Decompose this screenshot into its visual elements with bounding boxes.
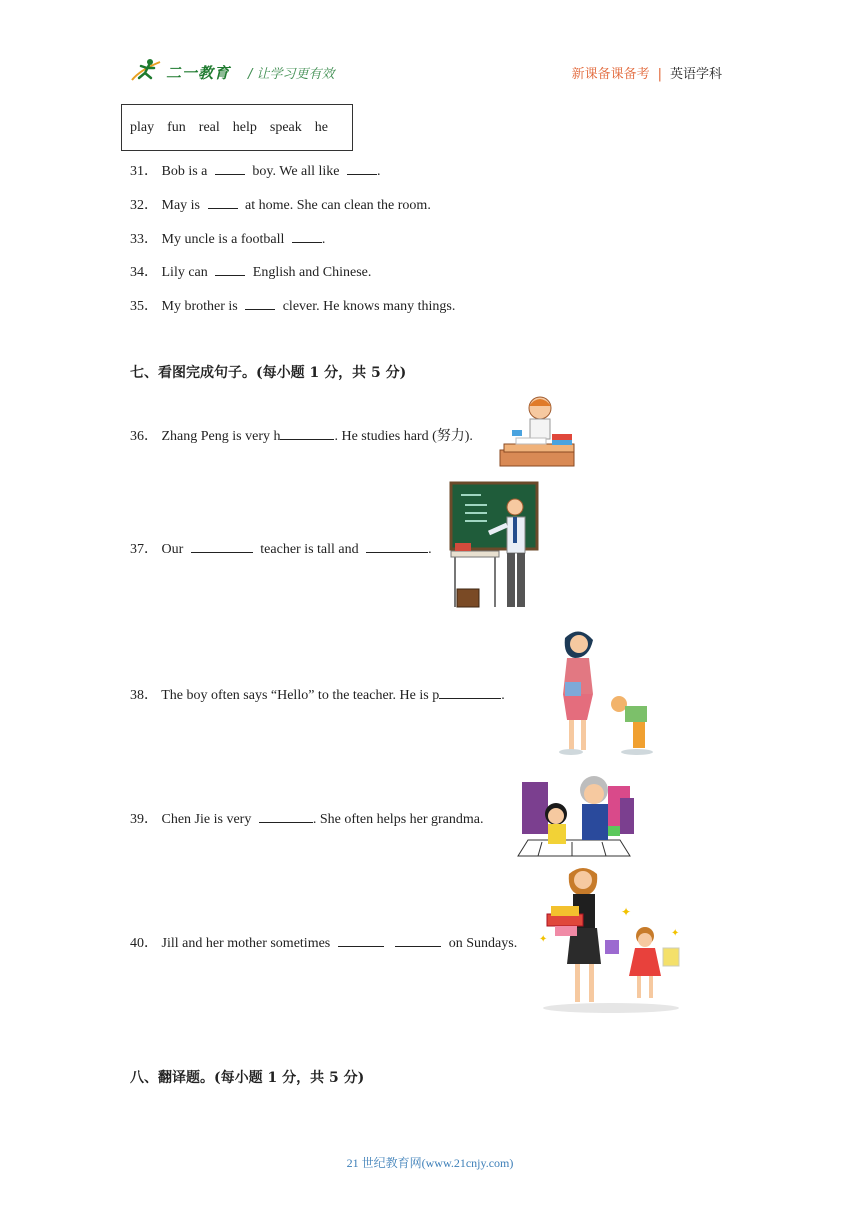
question-text: boy. We all like (252, 164, 340, 179)
logo-text: 二一教育 (166, 64, 231, 82)
question-number: 33． (130, 232, 158, 247)
question-number: 40． (130, 936, 158, 951)
logo (130, 56, 240, 88)
question-text: My brother is (161, 299, 238, 314)
question-text: My uncle is a football (161, 232, 285, 247)
question-number: 34． (130, 265, 158, 280)
word-bank-item: play (130, 119, 155, 135)
question-40 (130, 932, 517, 952)
svg-text:✦: ✦ (671, 928, 680, 939)
question-number: 38． (130, 688, 158, 703)
question-number: 31． (130, 164, 158, 179)
word-bank-item: fun (167, 119, 186, 135)
question-text: . (321, 232, 326, 247)
word-bank-item: he (314, 119, 328, 135)
header-subject (572, 63, 722, 82)
question-35 (130, 295, 455, 315)
question-number: 35． (130, 299, 158, 314)
question-number: 39． (130, 812, 158, 827)
answer-blank[interactable] (292, 231, 322, 243)
answer-blank[interactable] (338, 935, 384, 947)
answer-blank[interactable] (439, 687, 501, 699)
word-bank-item: help (232, 119, 257, 135)
answer-blank[interactable] (347, 163, 377, 175)
header-subject-label: 英语学科 (669, 67, 722, 82)
question-text: clever. He knows many things. (282, 299, 456, 314)
question-31 (130, 160, 381, 180)
slogan: / 让学习更有效 (248, 67, 335, 82)
svg-text:✦: ✦ (621, 905, 632, 919)
header-separator: | (657, 67, 662, 82)
svg-text:✦: ✦ (539, 934, 548, 945)
question-text: Our (161, 542, 184, 557)
answer-blank[interactable] (280, 428, 334, 440)
answer-blank[interactable] (215, 163, 245, 175)
question-36 (130, 425, 473, 445)
answer-blank[interactable] (208, 197, 238, 209)
runner-logo-icon (130, 56, 164, 86)
question-text: Zhang Peng is very h (161, 429, 281, 444)
header-tagline: 新课备课备考 (571, 67, 650, 82)
page-footer: 21 世纪教育网(www.21cnjy.com) (346, 1156, 514, 1170)
word-bank-item: speak (269, 119, 302, 135)
question-text: Lily can (161, 265, 208, 280)
word-bank-item: real (198, 119, 220, 135)
question-text: May is (161, 198, 200, 213)
page-header (130, 56, 722, 90)
mother-daughter-shopping-illustration (537, 864, 687, 1016)
question-number: 36． (130, 429, 158, 444)
polite-boy-illustration (545, 628, 661, 758)
section-heading: 八、翻译题。(每小题 1 分，共 5 分) (130, 1070, 365, 1086)
question-number: 32． (130, 198, 158, 213)
question-text: . She often helps her grandma. (312, 812, 484, 827)
answer-blank[interactable] (245, 298, 275, 310)
teacher-blackboard-illustration (447, 481, 539, 609)
question-33 (130, 228, 325, 248)
answer-blank[interactable] (366, 541, 428, 553)
question-38 (130, 684, 505, 704)
word-bank (121, 104, 353, 151)
answer-blank[interactable] (395, 935, 441, 947)
question-text: on Sundays. (448, 936, 518, 951)
answer-blank[interactable] (259, 811, 313, 823)
question-32 (130, 194, 431, 214)
question-text: at home. She can clean the room. (245, 198, 431, 213)
question-text: . He studies hard (努力). (334, 429, 473, 444)
question-34 (130, 261, 371, 281)
question-text: . (501, 688, 505, 703)
question-text: teacher is tall and (260, 542, 359, 557)
question-text: Bob is a (161, 164, 208, 179)
question-text: . (428, 542, 432, 557)
answer-blank[interactable] (215, 264, 245, 276)
answer-blank[interactable] (191, 541, 253, 553)
question-39 (130, 808, 484, 828)
section-heading: 七、看图完成句子。(每小题 1 分，共 5 分) (130, 365, 407, 381)
girl-helping-grandma-illustration (512, 772, 636, 860)
question-text: English and Chinese. (252, 265, 372, 280)
question-text: Chen Jie is very (161, 812, 252, 827)
question-text: . (377, 164, 381, 179)
question-text: Jill and her mother sometimes (161, 936, 331, 951)
question-number: 37． (130, 542, 158, 557)
boy-studying-illustration (498, 394, 578, 470)
question-37 (130, 538, 432, 558)
question-text: The boy often says “Hello” to the teacher. He is p (161, 688, 440, 703)
